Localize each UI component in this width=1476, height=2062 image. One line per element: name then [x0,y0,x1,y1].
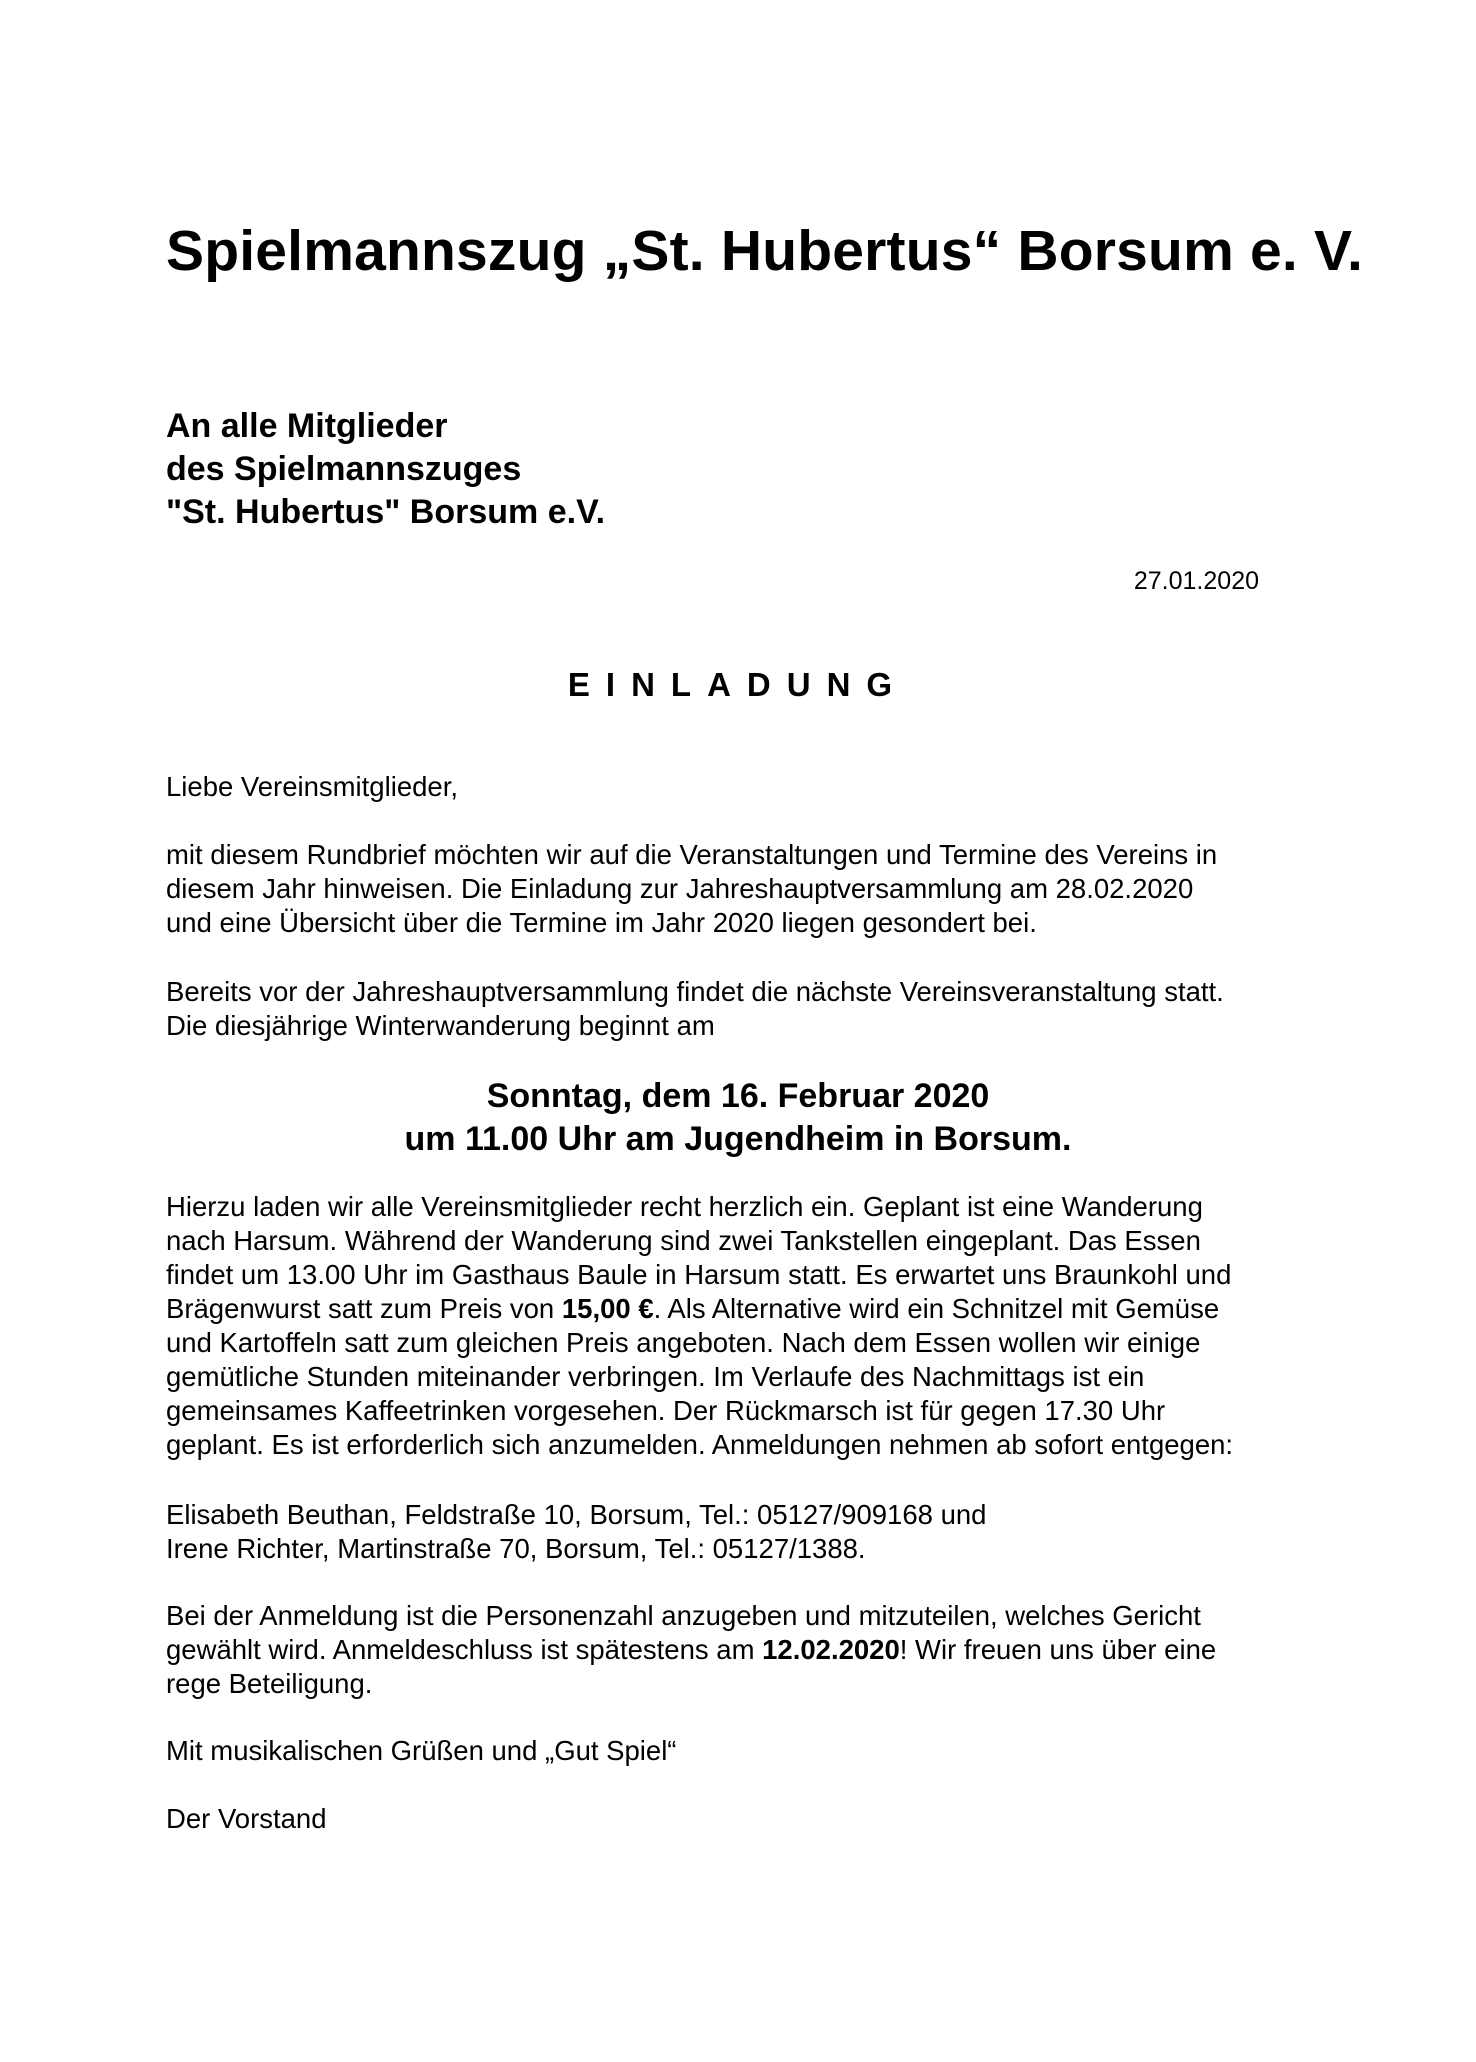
text-segment: ! Wir freuen uns über eine [899,1634,1217,1665]
paragraph-line: gemeinsames Kaffeetrinken vorgesehen. Der Rückmarsch ist für gegen 17.30 Uhr [166,1395,1166,1426]
paragraph-line: Hierzu laden wir alle Vereinsmitglieder recht herzlich ein. Geplant ist eine Wanderung [166,1191,1203,1222]
closing-text: Mit musikalischen Grüßen und „Gut Spiel“ [166,1735,677,1766]
paragraph-line: diesem Jahr hinweisen. Die Einladung zur Jahreshauptversammlung am 28.02.2020 [166,873,1194,904]
paragraph-line: geplant. Es ist erforderlich sich anzumelden. Anmeldungen nehmen ab sofort entgegen: [166,1429,1234,1460]
organization-title: Spielmannszug „St. Hubertus“ Borsum e. V. [166,219,1363,283]
price: 15,00 € [561,1293,654,1324]
paragraph-line: Bei der Anmeldung ist die Personenzahl anzugeben und mitzuteilen, welches Gericht [166,1600,1201,1631]
paragraph-line: Die diesjährige Winterwanderung beginnt am [166,1010,715,1041]
salutation [166,770,1326,804]
paragraph-line: findet um 13.00 Uhr im Gasthaus Baule in Harsum statt. Es erwartet uns Braunkohl und [166,1259,1232,1290]
paragraph-line: nach Harsum. Während der Wanderung sind zwei Tankstellen eingeplant. Das Essen [166,1225,1201,1256]
text-segment: . Als Alternative wird ein Schnitzel mit Gemüse [653,1293,1220,1324]
recipient-block [166,405,605,534]
signature [166,1802,1326,1836]
registration-deadline: 12.02.2020 [762,1634,900,1665]
paragraph-registration [166,1599,1326,1701]
contact-line: Elisabeth Beuthan, Feldstraße 10, Borsum, Tel.: 05127/909168 und [166,1499,987,1530]
signature-text: Der Vorstand [166,1803,327,1834]
paragraph-line: Bereits vor der Jahreshauptversammlung findet die nächste Vereinsveranstaltung statt. [166,976,1224,1007]
recipient-line: des Spielmannszuges [166,450,522,488]
paragraph-event-intro [166,975,1326,1043]
paragraph-event-details [166,1190,1326,1462]
letter-date: 27.01.2020 [1133,567,1259,595]
paragraph-line: gemütliche Stunden miteinander verbringen. Im Verlaufe des Nachmittags ist ein [166,1361,1145,1392]
recipient-line: "St. Hubertus" Borsum e.V. [166,493,606,531]
contact-list [166,1498,1326,1566]
paragraph-line: und eine Übersicht über die Termine im Jahr 2020 liegen gesondert bei. [166,907,1037,938]
paragraph-line [166,1633,1326,1667]
text-segment: gewählt wird. Anmeldeschluss ist spätestens am [166,1634,763,1665]
text-segment: Brägenwurst satt zum Preis von [166,1293,562,1324]
paragraph-line [166,1292,1326,1326]
paragraph-line: mit diesem Rundbrief möchten wir auf die Veranstaltungen und Termine des Vereins in [166,839,1218,870]
salutation-text: Liebe Vereinsmitglieder, [166,771,458,802]
contact-line: Irene Richter, Martinstraße 70, Borsum, Tel.: 05127/1388. [166,1533,866,1564]
paragraph-intro [166,838,1326,940]
paragraph-line: und Kartoffeln satt zum gleichen Preis angeboten. Nach dem Essen wollen wir einige [166,1327,1201,1358]
event-date-highlight [0,1075,1476,1161]
recipient-line: An alle Mitglieder [166,407,448,445]
invitation-heading: EINLADUNG [567,666,909,703]
highlight-line: um 11.00 Uhr am Jugendheim in Borsum. [404,1120,1072,1158]
paragraph-line: rege Beteiligung. [166,1668,373,1699]
highlight-line: Sonntag, dem 16. Februar 2020 [486,1077,990,1115]
closing [166,1734,1326,1768]
